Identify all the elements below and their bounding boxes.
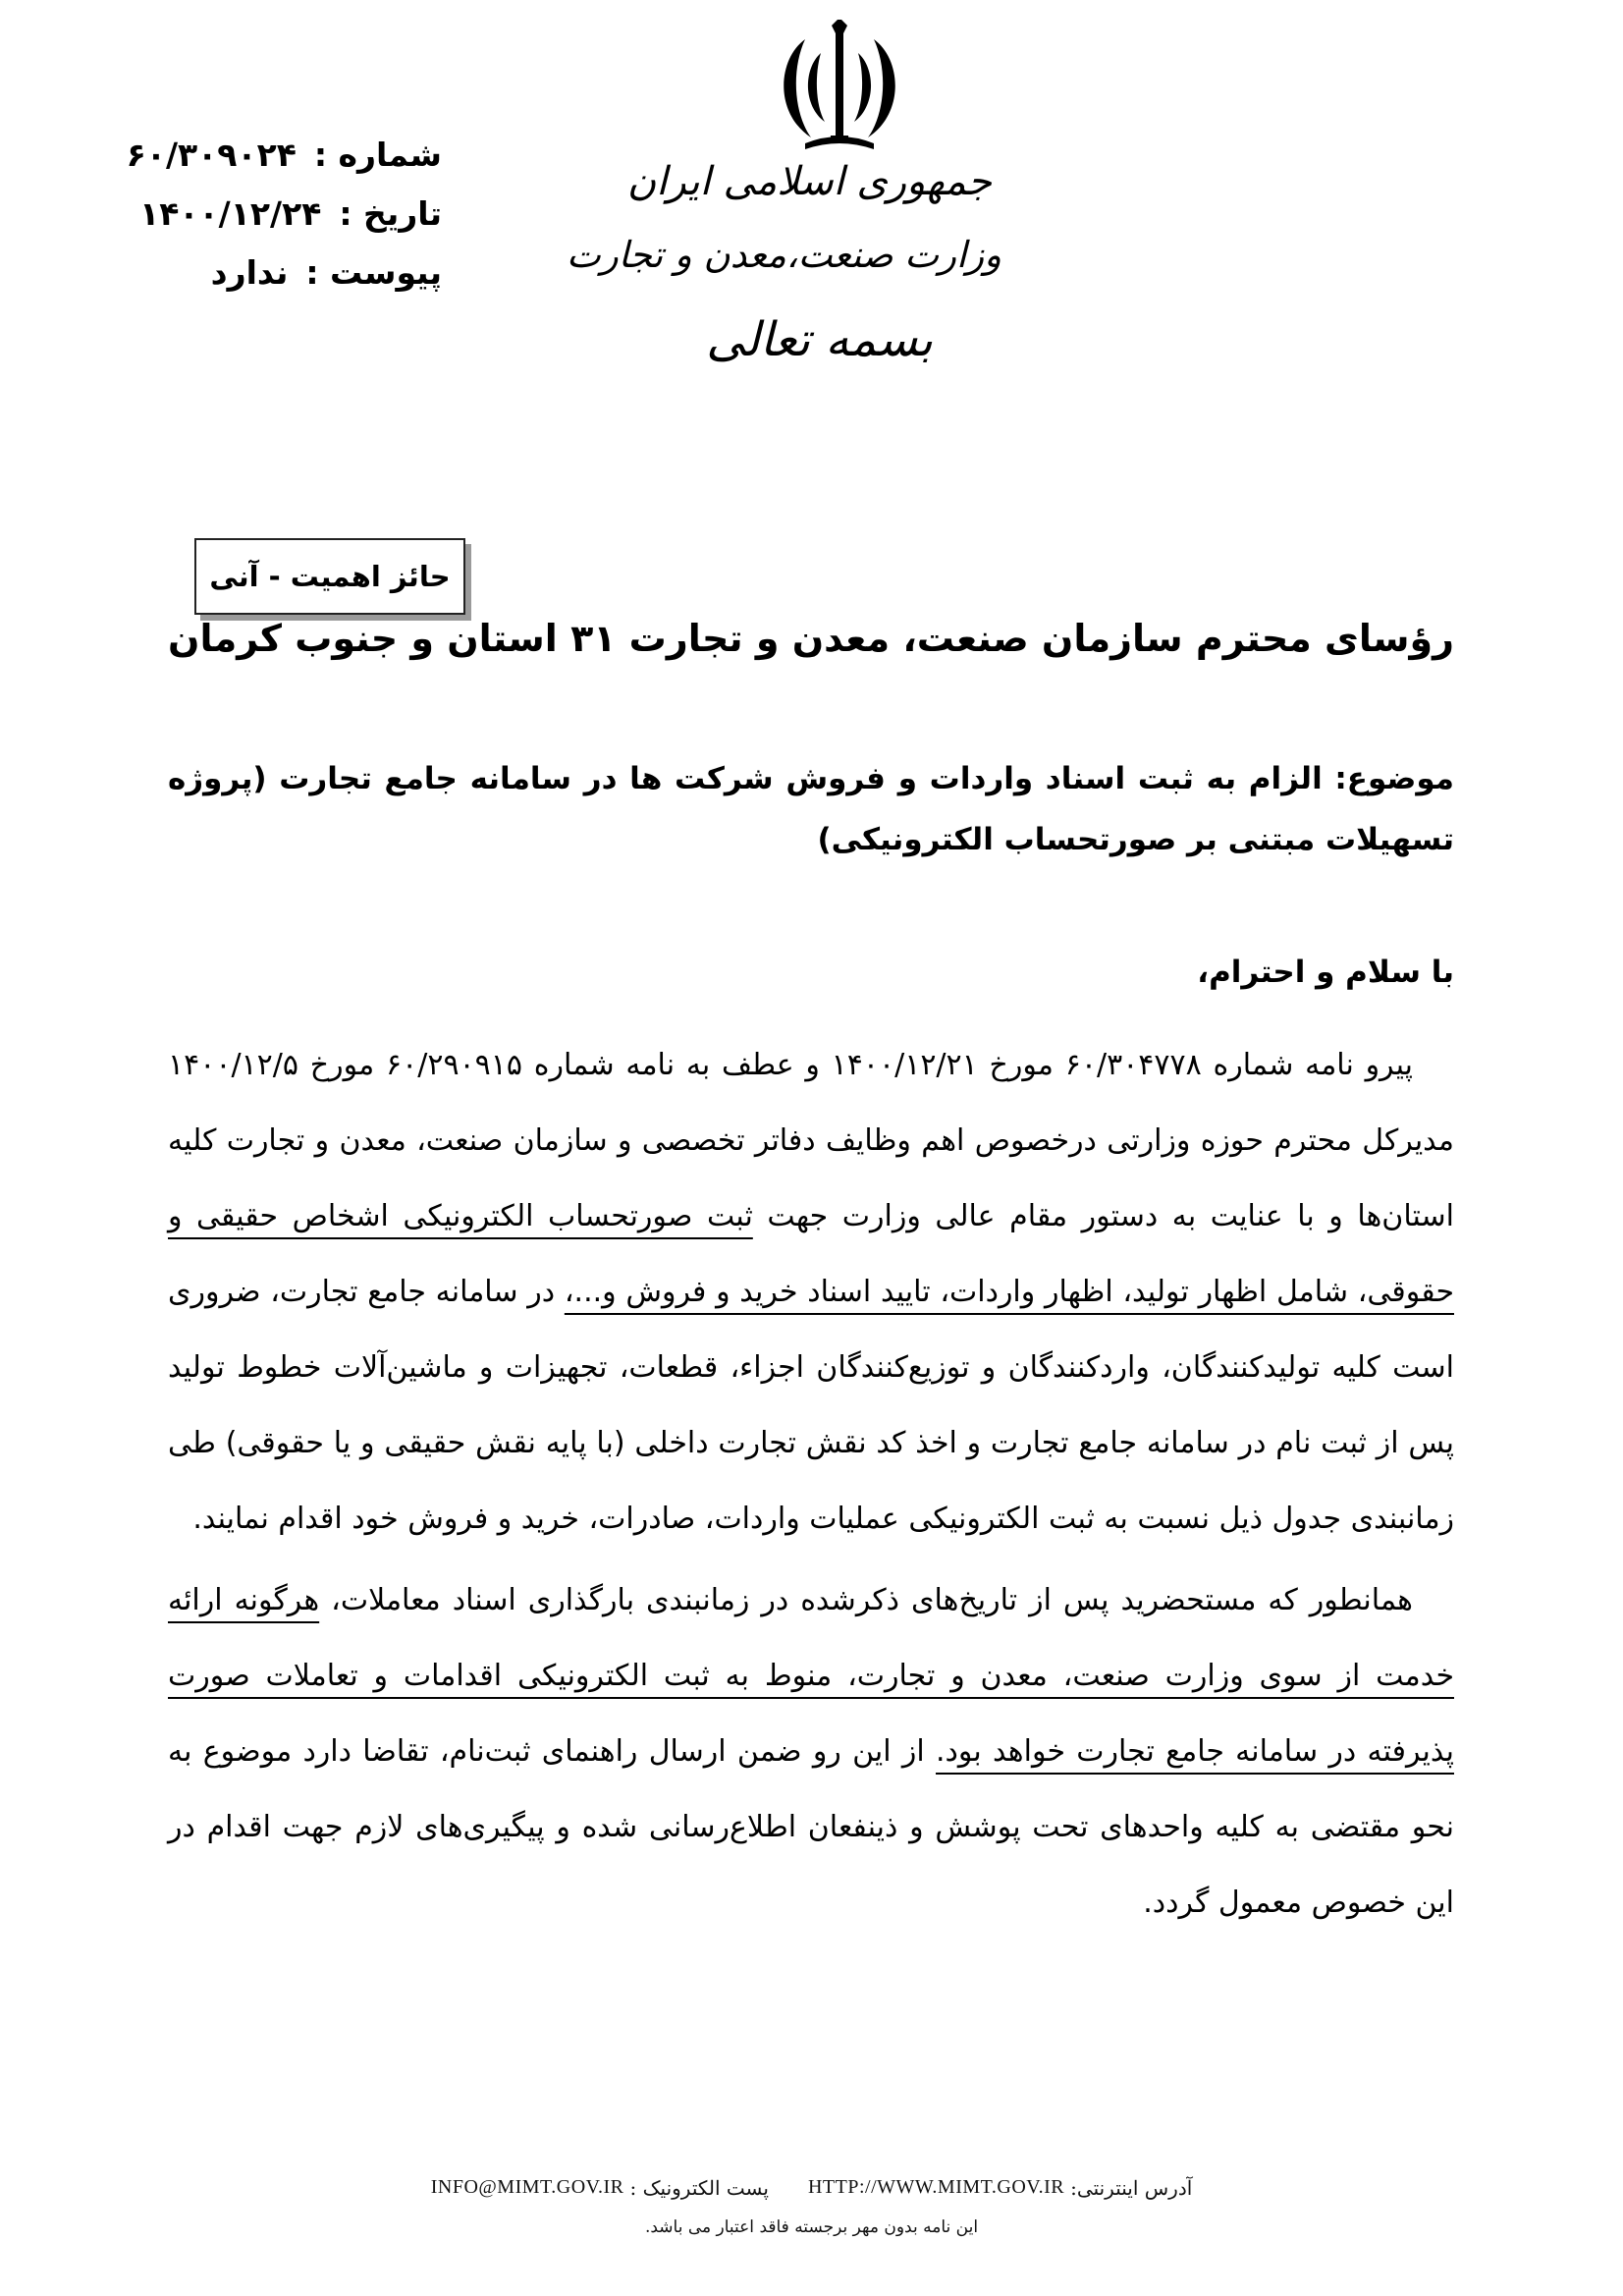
website-label: آدرس اینترنتی: [1070, 2176, 1193, 2200]
letter-date-label: تاریخ : [339, 194, 442, 233]
letter-body [168, 1027, 1454, 1946]
urgency-box: حائز اهمیت - آنی [194, 538, 465, 615]
email-link[interactable]: INFO@MIMT.GOV.IR [430, 2176, 624, 2198]
recipient: رؤسای محترم سازمان صنعت، معدن و تجارت ۳۱ استان و جنوب کرمان [168, 617, 1454, 660]
footer-note: این نامه بدون مهر برجسته فاقد اعتبار می باشد. [644, 2217, 979, 2237]
letter-number-value: ۶۰/۳۰۹۰۲۴ [126, 136, 297, 174]
paragraph-1-text-b: در سامانه جامع تجارت، ضروری است کلیه تولیدکنندگان، واردکنندگان و توزیع‌کنندگان اجزاء، قطعات، تجهیزات و ماشین‌آلات خطوط تولید پس از ثبت نام در سامانه جامع تجارت و اخذ کد نقش تجارت داخلی (با پایه نقش حقیقی و یا حقوقی) طی زمانبندی جدول ذیل نسبت به ثبت الکترونیکی عملیات واردات، صادرات، خرید و فروش خود اقدام نمایند. [168, 1275, 1454, 1536]
government-name: جمهوری اسلامی ایران [626, 159, 992, 204]
letter-attachment-row [147, 244, 442, 302]
letter-date-value: ۱۴۰۰/۱۲/۲۴ [139, 194, 322, 233]
greeting: با سلام و احترام، [1197, 955, 1454, 990]
email-label: پست الکترونیک : [629, 2176, 769, 2200]
letter-number-label: شماره : [313, 136, 442, 174]
paragraph-2-text-a: همانطور که مستحضرید پس از تاریخ‌های ذکرشده در زمانبندی بارگذاری اسناد معاملات، [319, 1583, 1414, 1617]
paragraph-2-underlined: هرگونه ارائه خدمت از سوی وزارت صنعت، معدن و تجارت، منوط به ثبت الکترونیکی اقدامات و تعاملات صورت پذیرفته در سامانه جامع تجارت خواهد بود. [168, 1583, 1454, 1769]
paragraph-2-text-b: از این رو ضمن ارسال راهنمای ثبت‌نام، تقاضا دارد موضوع به نحو مقتضی به کلیه واحدهای تحت پوشش و ذینفعان اطلاع‌رسانی شده و پیگیری‌های لازم جهت اقدام در این خصوص معمول گردد. [168, 1734, 1454, 1920]
paragraph-1-underlined: ثبت صورتحساب الکترونیکی اشخاص حقیقی و حقوقی، شامل اظهار تولید، اظهار واردات، تایید اسناد خرید و فروش و...، [168, 1199, 1454, 1309]
letter-attachment-value: ندارد [210, 253, 289, 292]
subject: موضوع: الزام به ثبت اسناد واردات و فروش شرکت ها در سامانه جامع تجارت (پروژه تسهیلات مبتنی بر صورتحساب الکترونیکی) [168, 761, 1454, 857]
iran-emblem-icon [776, 20, 903, 167]
body-paragraph-2 [168, 1562, 1454, 1941]
basmala: بسمه تعالی [706, 312, 933, 367]
letter-number-row [126, 126, 442, 185]
website-link[interactable]: HTTP://WWW.MIMT.GOV.IR [807, 2176, 1065, 2198]
letter-date-row [139, 185, 442, 244]
letter-attachment-label: پیوست : [305, 253, 442, 292]
footer [0, 2176, 1623, 2237]
footer-email [431, 2176, 769, 2200]
paragraph-1-text-a: پیرو نامه شماره ۶۰/۳۰۴۷۷۸ مورخ ۱۴۰۰/۱۲/۲۱ و عطف به نامه شماره ۶۰/۲۹۰۹۱۵ مورخ ۱۴۰۰/۱۲/۵ مدیرکل محترم حوزه وزارتی درخصوص اهم وظایف دفاتر تخصصی و سازمان صنعت، معدن و تجارت کلیه استان‌ها و با عنایت به دستور مقام عالی وزارت جهت [168, 1048, 1454, 1233]
body-paragraph-1 [168, 1027, 1454, 1557]
footer-contacts [0, 2176, 1623, 2200]
ministry-name: وزارت صنعت،معدن و تجارت [567, 234, 1001, 276]
letter-meta [126, 126, 442, 302]
footer-website [808, 2176, 1192, 2200]
